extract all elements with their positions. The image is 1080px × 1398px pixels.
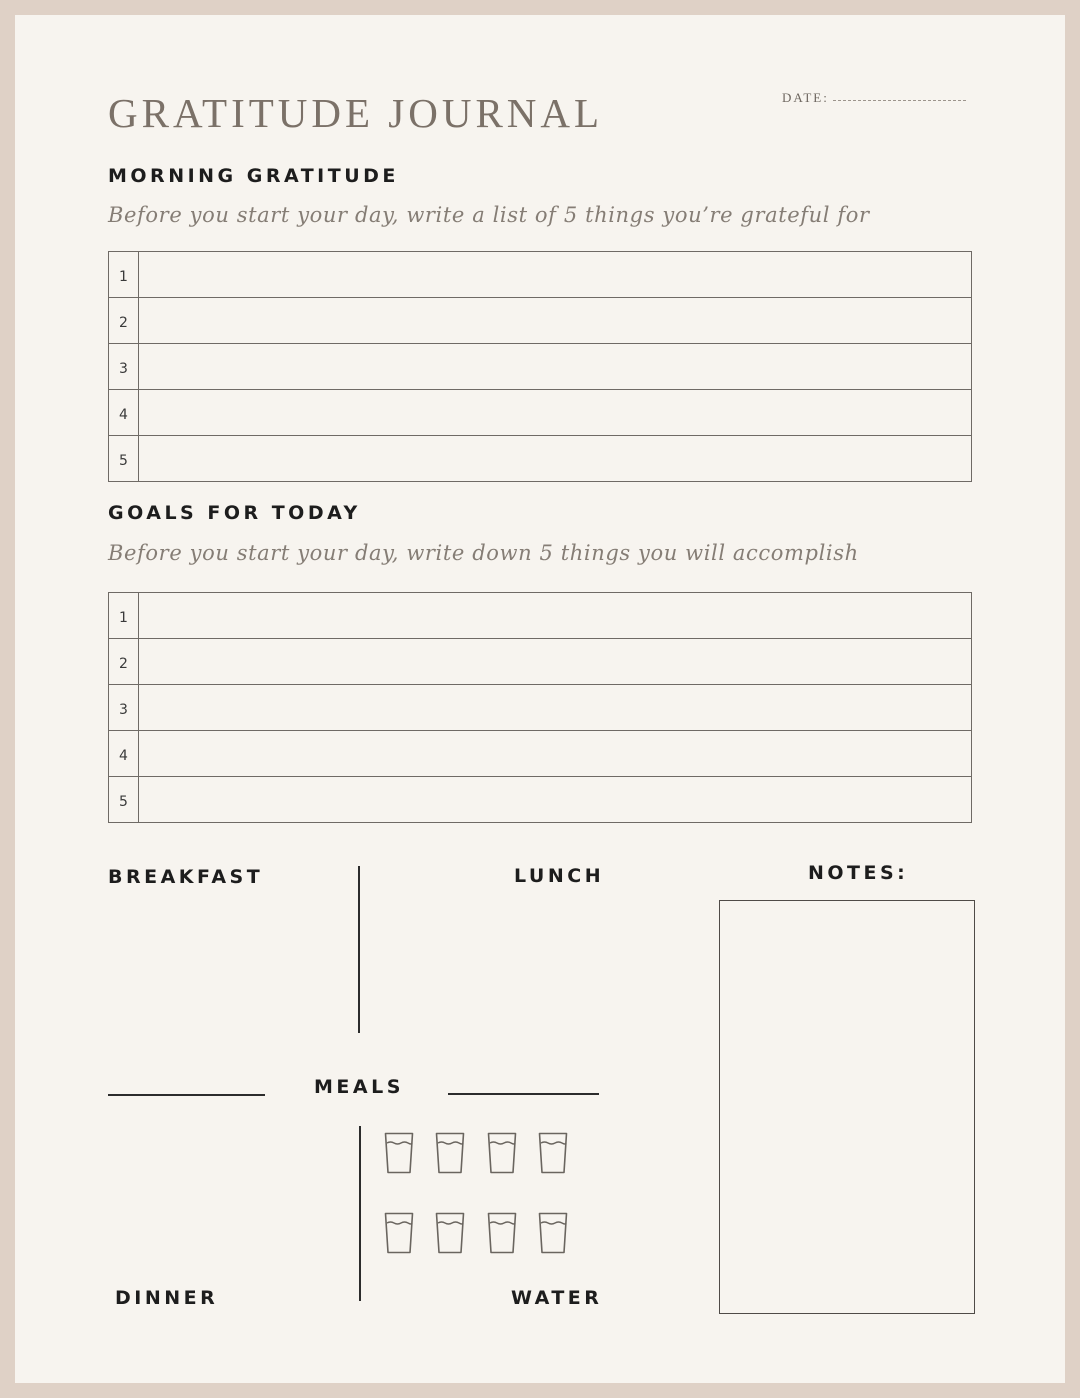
water-glass-icon[interactable]	[538, 1132, 568, 1174]
goal-row	[109, 593, 971, 639]
date-field[interactable]	[833, 100, 966, 101]
gratitude-row	[109, 436, 971, 481]
water-glass-icon[interactable]	[435, 1212, 465, 1254]
gratitude-row	[109, 298, 971, 344]
row-number: 2	[109, 639, 139, 684]
water-glass-icon[interactable]	[538, 1212, 568, 1254]
morning-gratitude-heading: MORNING GRATITUDE	[108, 165, 399, 187]
goal-row	[109, 731, 971, 777]
goal-row	[109, 777, 971, 822]
goal-entry-1[interactable]	[140, 593, 971, 638]
lunch-label: LUNCH	[514, 865, 605, 887]
gratitude-entry-3[interactable]	[140, 344, 971, 389]
gratitude-row	[109, 252, 971, 298]
water-glass-icon[interactable]	[487, 1212, 517, 1254]
meal-divider-bottom	[359, 1126, 361, 1301]
gratitude-entry-2[interactable]	[140, 298, 971, 343]
row-number: 3	[109, 685, 139, 730]
row-number: 1	[109, 593, 139, 638]
breakfast-label: BREAKFAST	[108, 866, 264, 888]
water-glass-icon[interactable]	[435, 1132, 465, 1174]
water-glass-icon[interactable]	[384, 1132, 414, 1174]
gratitude-entry-5[interactable]	[140, 436, 971, 481]
dinner-label: DINNER	[115, 1287, 219, 1309]
morning-gratitude-subtitle: Before you start your day, write a list of 5 things you’re grateful for	[108, 203, 870, 227]
row-number: 1	[109, 252, 139, 297]
meals-rule-right	[448, 1093, 599, 1095]
water-glass-icon[interactable]	[384, 1212, 414, 1254]
row-number: 3	[109, 344, 139, 389]
row-number: 5	[109, 777, 139, 822]
date-label: DATE:	[782, 90, 829, 105]
gratitude-entry-4[interactable]	[140, 390, 971, 435]
meal-divider-top	[358, 866, 360, 1033]
gratitude-row	[109, 390, 971, 436]
goal-entry-3[interactable]	[140, 685, 971, 730]
goals-list	[108, 592, 972, 823]
row-number: 2	[109, 298, 139, 343]
water-label: WATER	[511, 1287, 603, 1309]
goal-row	[109, 639, 971, 685]
row-number: 5	[109, 436, 139, 481]
meals-label: MEALS	[314, 1076, 404, 1098]
goal-entry-4[interactable]	[140, 731, 971, 776]
goal-entry-2[interactable]	[140, 639, 971, 684]
goal-entry-5[interactable]	[140, 777, 971, 822]
meals-rule-left	[108, 1094, 265, 1096]
gratitude-row	[109, 344, 971, 390]
row-number: 4	[109, 731, 139, 776]
goal-row	[109, 685, 971, 731]
goals-subtitle: Before you start your day, write down 5 things you will accomplish	[108, 541, 859, 565]
goals-heading: GOALS FOR TODAY	[108, 502, 361, 524]
water-glass-icon[interactable]	[487, 1132, 517, 1174]
page-title: GRATITUDE JOURNAL	[108, 90, 604, 136]
notes-label: NOTES:	[808, 862, 909, 884]
row-number: 4	[109, 390, 139, 435]
notes-area[interactable]	[719, 900, 975, 1314]
gratitude-list	[108, 251, 972, 482]
journal-page	[15, 15, 1065, 1383]
gratitude-entry-1[interactable]	[140, 252, 971, 297]
